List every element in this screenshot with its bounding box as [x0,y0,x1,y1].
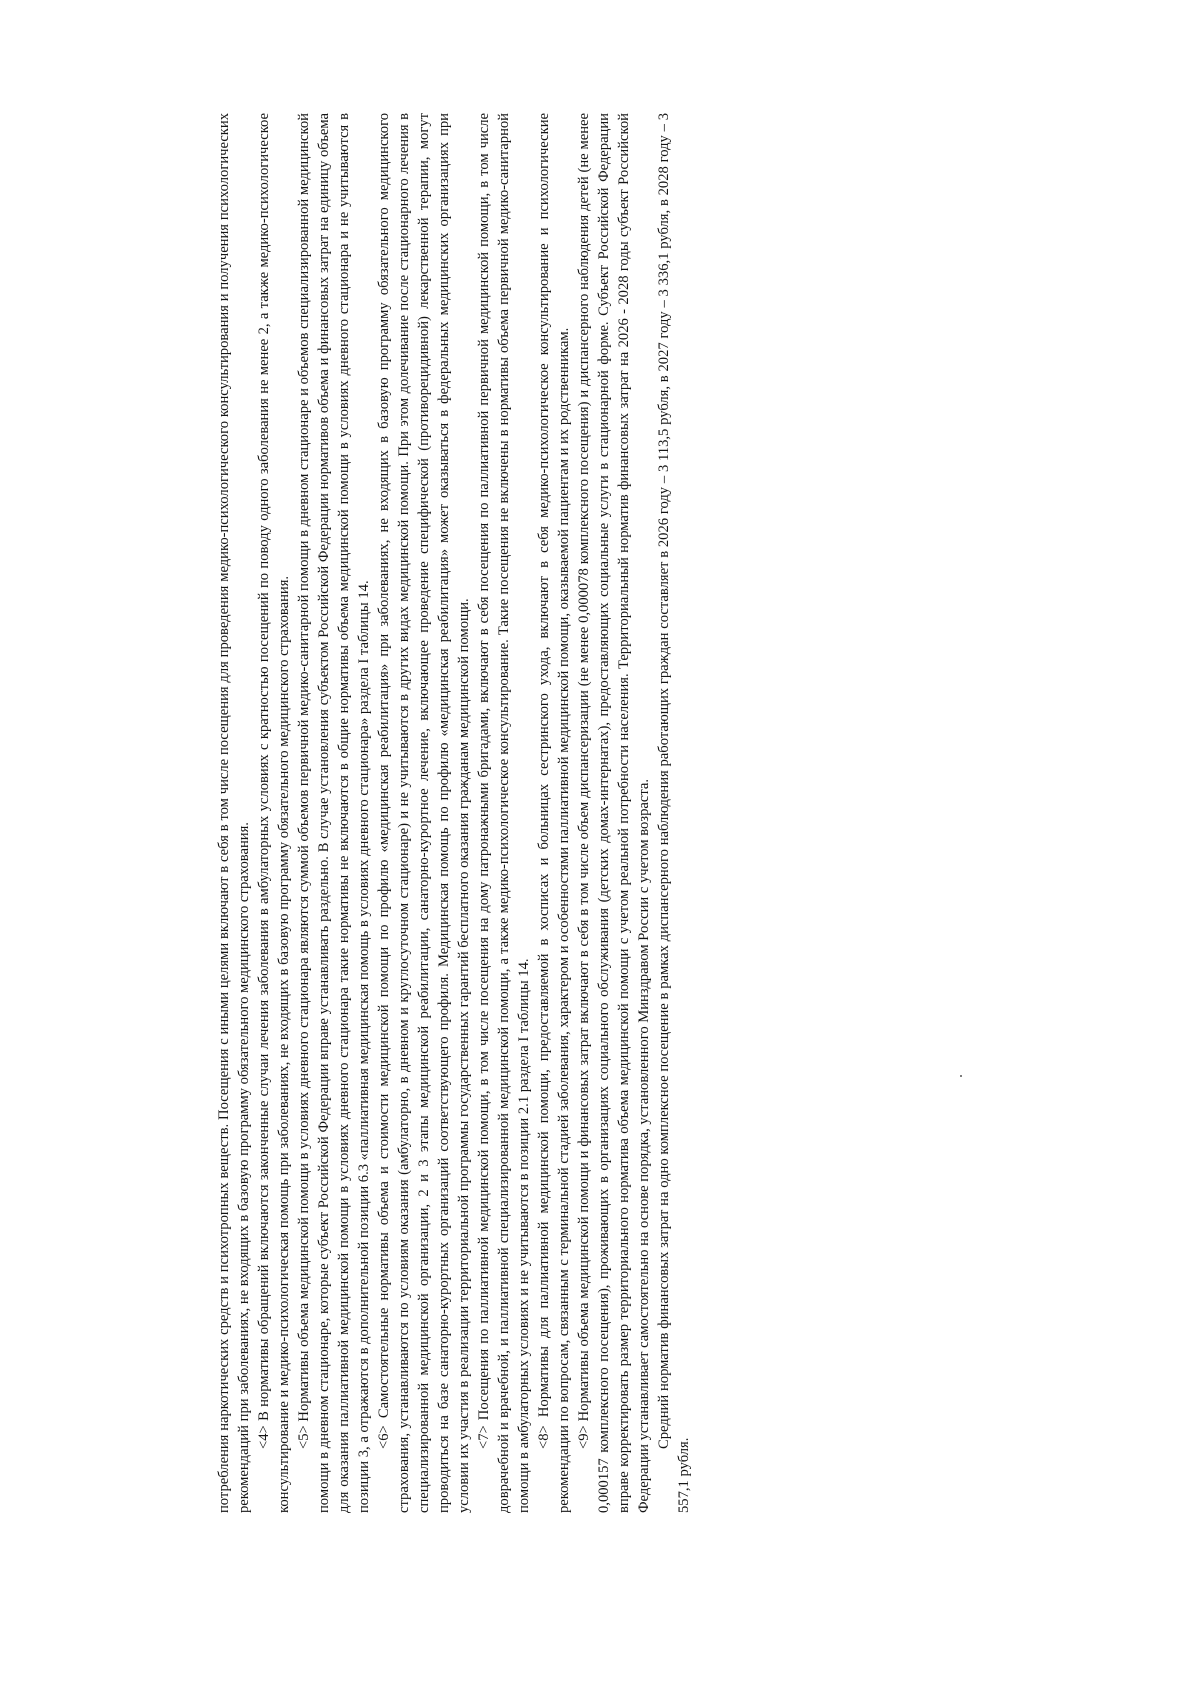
footnote-5: <5> Нормативы объема медицинской помощи в условиях дневного стационара являются суммой объемов первичной медико-санитарной помощи в дневном стационаре и объемов специализированной медицинской помощи в дневном стационаре, которые субъект Российской Федерации вправе устанавливать раздельно. В случае установления субъектом Российской Федерации нормативов объема и финансовых затрат на единицу объема для оказания паллиативной медицинской помощи в условиях дневного стационара такие нормативы не включаются в общие нормативы объема медицинской помощи в условиях дневного стационара и не учитываются в позиции 3, а отражаются в дополнительной позиции 6.3 «паллиативная медицинская помощь в условиях дневного стационара» раздела I таблицы 14. [296,113,372,1513]
paragraph-continuation: потребления наркотических средств и психотропных веществ. Посещения с иными целями включают в себя в том числе посещения для проведения медико-психологического консультирования и получения психологических рекомендаций при заболеваниях, не входящих в базовую программу обязательного медицинского страхования. [216,113,252,1513]
footnote-9: <9> Нормативы объема медицинской помощи и финансовых затрат включают в себя в том числе объем диспансеризации (не менее 0,000078 комплексного посещения) и диспансерного наблюдения детей (не менее 0,000157 комплексного посещения), проживающих в организациях социального обслуживания (детских домах-интернатах), предоставляющих социальные услуги в стационарной форме. Субъект Российской Федерации вправе корректировать размер территориального норматива объема медицинской помощи с учетом реальной потребности населения. Территориальный норматив финансовых затрат на 2026 - 2028 годы субъект Российской Федерации устанавливает самостоятельно на основе порядка, установленного Минздравом России с учетом возраста. [576,113,652,1513]
rotated-page [214,113,914,1513]
document-body [214,113,694,1513]
footnote-7: <7> Посещения по паллиативной медицинской помощи, в том числе посещения на дому патронажными бригадами, включают в себя посещения по паллиативной первичной медицинской помощи, в том числе доврачебной и врачебной, и паллиативной специализированной медицинской помощи, а также медико-психологическое консультирование. Такие посещения не включены в нормативы объема первичной медико-санитарной помощи в амбулаторных условиях и не учитываются в позиции 2.1 раздела I таблицы 14. [476,113,532,1513]
footnote-6: <6> Самостоятельные нормативы объема и стоимости медицинской помощи по профилю «медицинская реабилитация» при заболеваниях, не входящих в базовую программу обязательного медицинского страхования, устанавливаются по условиям оказания (амбулаторно, в дневном и круглосуточном стационаре) и не учитываются в других видах медицинской помощи. При этом долечивание после стационарного лечения в специализированной медицинской организации, 2 и 3 этапы медицинской реабилитации, санаторно-курортное лечение, включающее проведение специфической (противорецидивной) лекарственной терапии, могут проводиться на базе санаторно-курортных организаций соответствующего профиля. Медицинская помощь по профилю «медицинская реабилитация» может оказываться в федеральных медицинских организациях при условии их участия в реализации территориальной программы государственных гарантий бесплатного оказания гражданам медицинской помощи. [376,113,472,1513]
footnote-8: <8> Нормативы для паллиативной медицинской помощи, предоставляемой в хосписах и больницах сестринского ухода, включают в себя медико-психологическое консультирование и психологические рекомендации по вопросам, связанным с терминальной стадией заболевания, характером и особенностями паллиативной медицинской помощи, оказываемой пациентам и их родственникам. [536,113,572,1513]
scan-speck [960,1075,962,1077]
average-cost-paragraph: Средний норматив финансовых затрат на одно комплексное посещение в рамках диспансерного наблюдения работающих граждан составляет в 2026 году – 3 113,5 рубля, в 2027 году – 3 336,1 рубля, в 2028 году – 3 557,1 рубля. [656,113,692,1513]
footnote-4: <4> В нормативы обращений включаются законченные случаи лечения заболевания в амбулаторных условиях с кратностью посещений по поводу одного заболевания не менее 2, а также медико-психологическое консультирование и медико-психологическая помощь при заболеваниях, не входящих в базовую программу обязательного медицинского страхования. [256,113,292,1513]
